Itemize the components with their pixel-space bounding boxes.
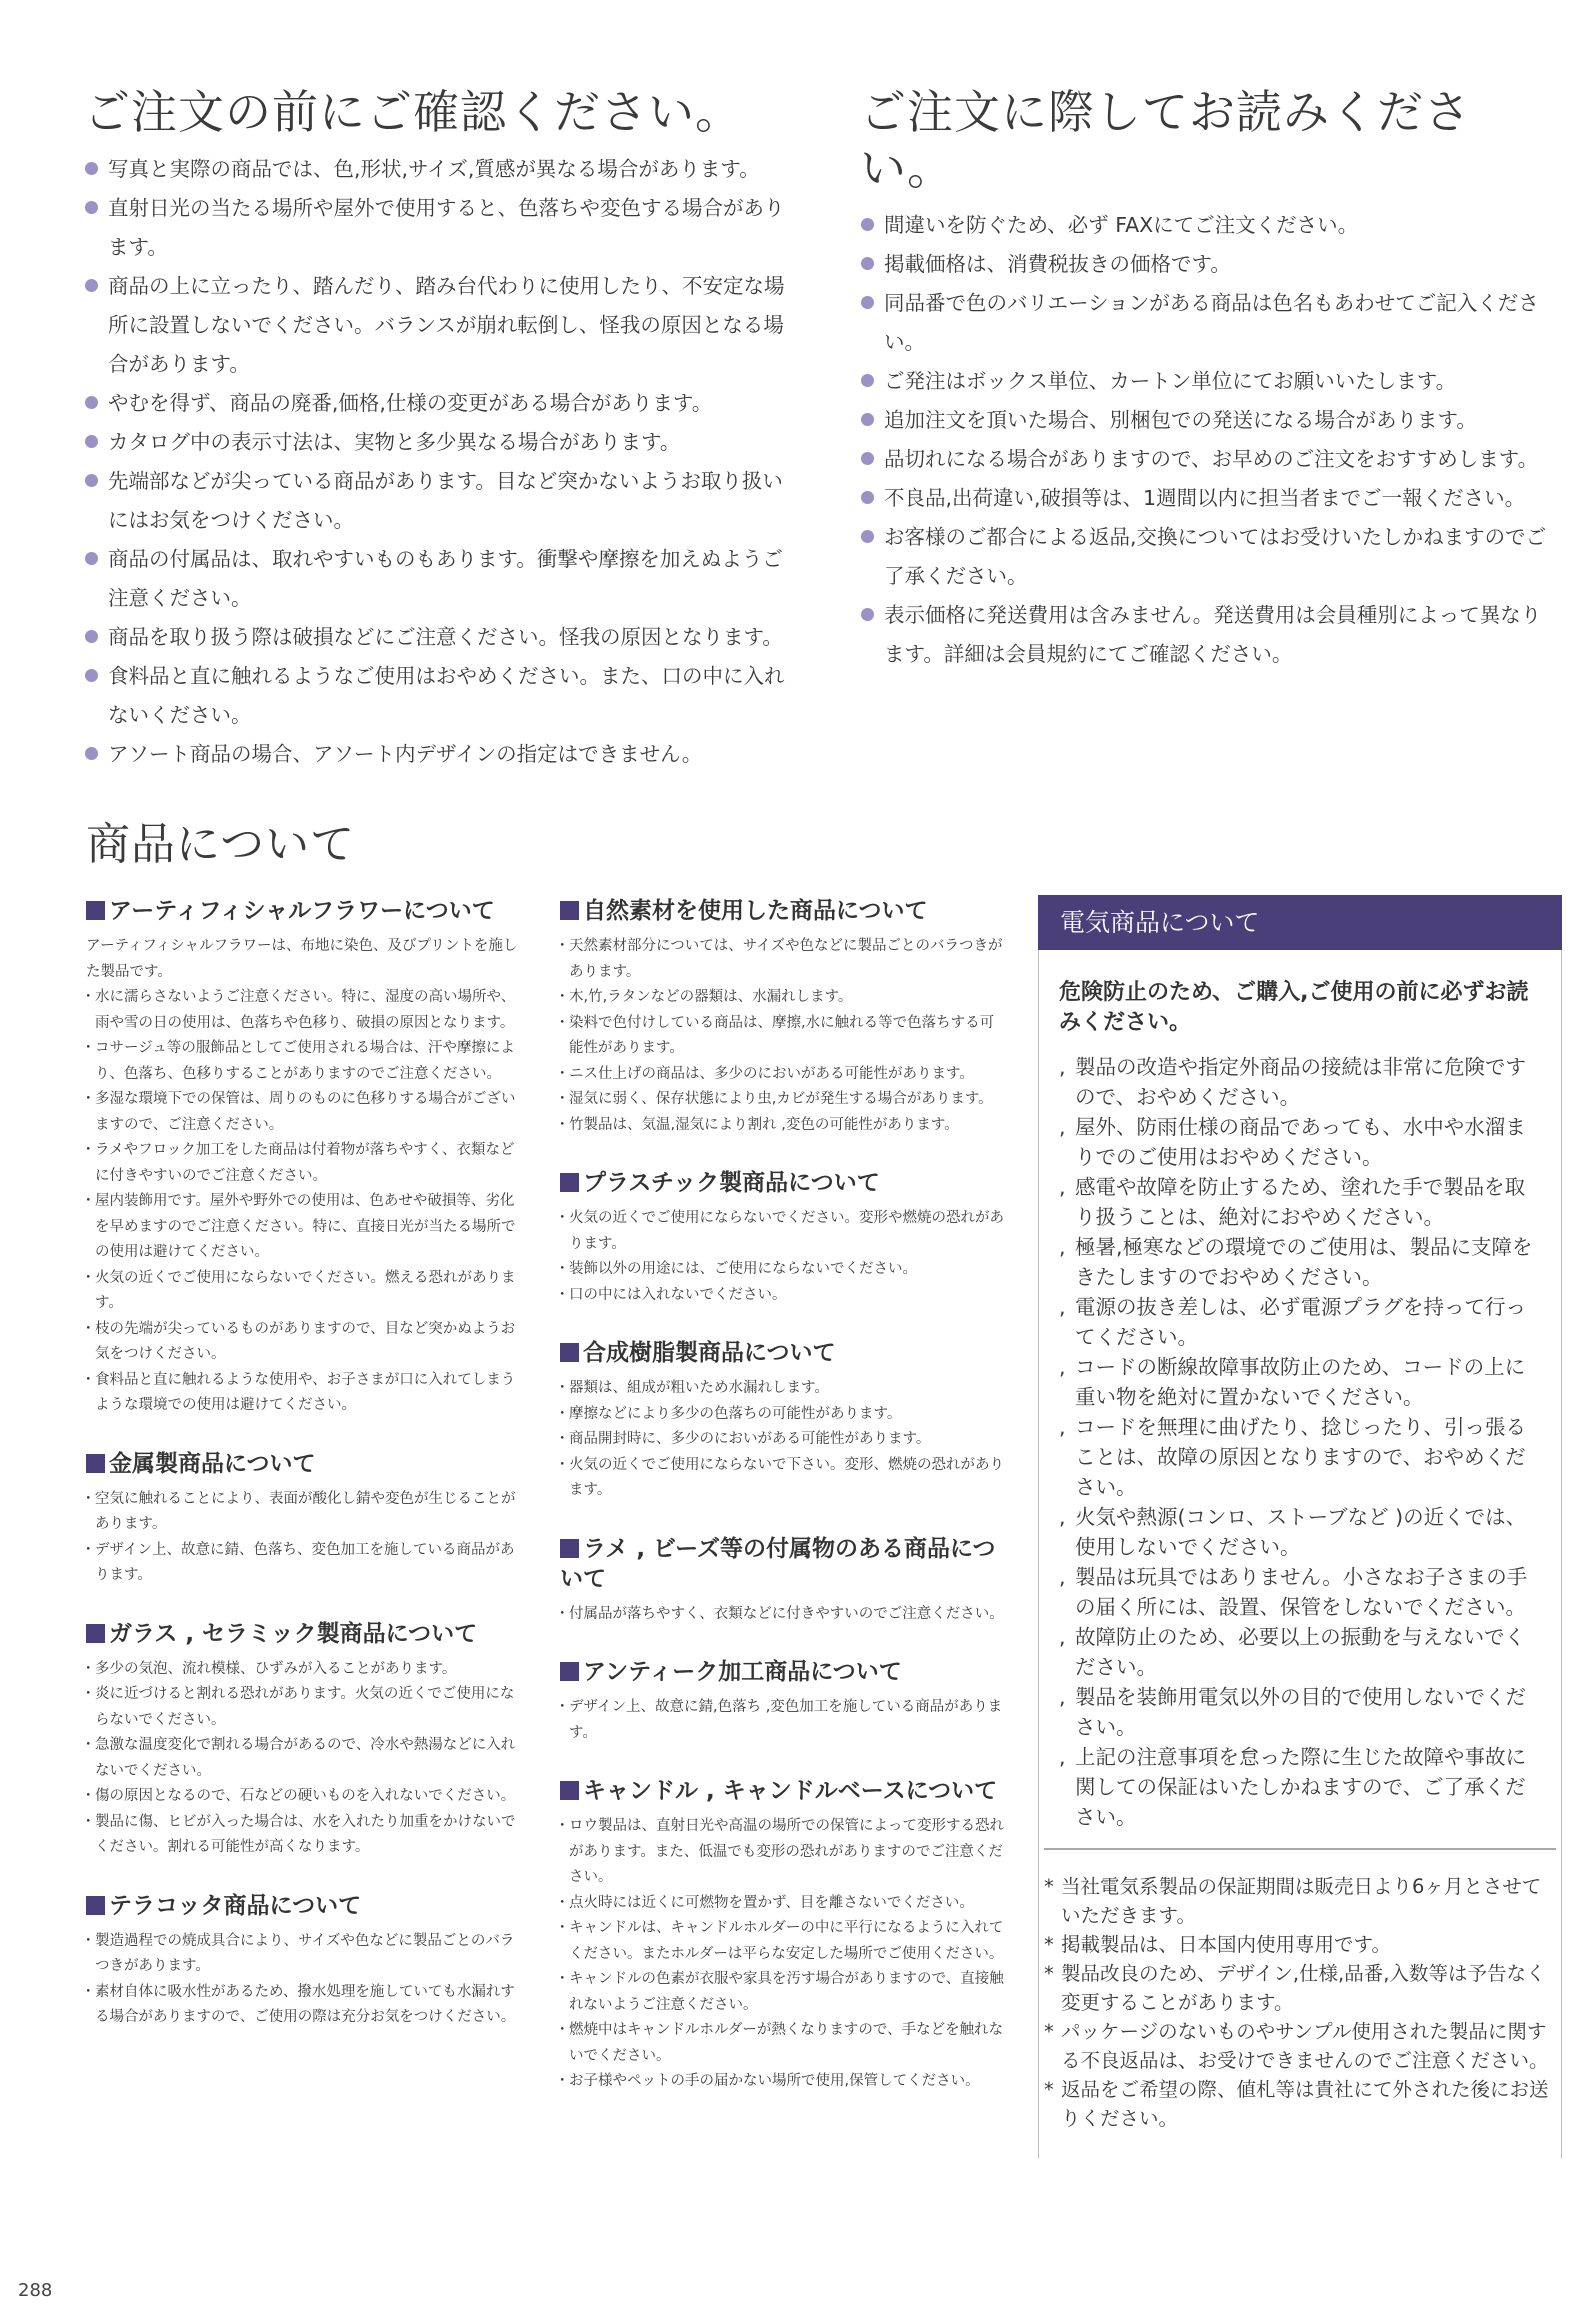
read-item: 間違いを防ぐため、必ず FAXにてご注文ください。 [860,206,1560,245]
product-note: ・ ラメやフロック加工をした商品は付着物が落ちやすく、衣類などに付きやすいのでご注意ください。 [86,1138,526,1189]
product-note: ・ 器類は、組成が粗いため水漏れします。 [560,1376,1008,1402]
product-category [560,1776,1008,2095]
product-note: ・ 天然素材部分については、サイズや色などに製品ごとのバラつきがあります。 [560,934,1008,985]
read-item: ご発注はボックス単位、カートン単位にてお願いいたします。 [860,362,1560,401]
page-number: 288 [18,2280,53,2301]
square-bullet-icon [86,901,105,920]
product-category-list [560,934,1008,1138]
electric-note: * 返品をご希望の際、値札等は貴社にて外された後にお送りください。 [1044,2075,1556,2133]
electric-warning: 危険防止のため、ご購入,ご使用の前に必ずお読みください。 [1059,980,1529,1035]
confirm-list [84,150,794,774]
product-note: ・ 多少の気泡、流れ模様、ひずみが入ることがあります。 [86,1657,526,1683]
electric-notes-list [1044,1872,1556,2133]
product-category-heading [86,1891,526,1921]
product-category-heading [86,1449,526,1479]
product-note: ・ 染料で色付けしている商品は、摩擦,水に触れる等で色落ちする可能性があります。 [560,1011,1008,1062]
product-note: ・ 付属品が落ちやすく、衣類などに付きやすいのでご注意ください。 [560,1602,1008,1628]
product-category-list [86,985,526,1419]
product-note: ・ 竹製品は、気温,湿気により割れ ,変色の可能性があります。 [560,1113,1008,1139]
product-note: ・ 点火時には近くに可燃物を置かず、目を離さないでください。 [560,1891,1008,1917]
product-note: ・ お子様やペットの手の届かない場所で使用,保管してください。 [560,2069,1008,2095]
product-category [560,896,1008,1138]
product-category-list [86,1487,526,1589]
product-note: ・ ロウ製品は、直射日光や高温の場所での保管によって変形する恐れがあります。また、低温でも変形の恐れがありますのでご注意ください。 [560,1814,1008,1891]
confirm-item: 先端部などが尖っている商品があります。目など突かないようお取り扱いにはお気をつけください。 [84,462,794,540]
square-bullet-icon [560,1539,579,1558]
read-title: ご注文に際してお読みください。 [860,85,1471,195]
product-note: ・ 火気の近くでご使用にならないでください。燃える恐れがあります。 [86,1266,526,1317]
product-note: ・ デザイン上、故意に錆,色落ち ,変色加工を施している商品があります。 [560,1695,1008,1746]
electric-item: , コードの断線故障事故防止のため、コードの上に重い物を絶対に置かないでください。 [1059,1352,1541,1412]
product-category-list [560,1602,1008,1628]
square-bullet-icon [560,901,579,920]
product-category-title: アンティーク加工商品について [583,1659,902,1685]
read-item: 掲載価格は、消費税抜きの価格です。 [860,245,1560,284]
confirm-item: やむを得ず、商品の廃番,価格,仕様の変更がある場合があります。 [84,384,794,423]
product-category-title: 自然素材を使用した商品について [583,898,928,924]
square-bullet-icon [560,1662,579,1681]
product-note: ・ 摩擦などにより多少の色落ちの可能性があります。 [560,1402,1008,1428]
product-category-title: ガラス , セラミック製商品について [109,1620,478,1647]
product-note: ・ 急激な温度変化で割れる場合があるので、冷水や熱湯などに入れないでください。 [86,1733,526,1784]
confirm-item: 直射日光の当たる場所や屋外で使用すると、色落ちや変色する場合があります。 [84,189,794,267]
confirm-item: アソート商品の場合、アソート内デザインの指定はできません。 [84,735,794,774]
electric-heading: 電気商品について [1038,895,1562,950]
product-note: ・ 装飾以外の用途には、ご使用にならないでください。 [560,1257,1008,1283]
product-note: ・ 屋内装飾用です。屋外や野外での使用は、色あせや破損等、劣化を早めますのでご注意ください。特に、直接日光が当たる場所での使用は避けてください。 [86,1189,526,1266]
confirm-item: 写真と実際の商品では、色,形状,サイズ,質感が異なる場合があります。 [84,150,794,189]
read-item: 同品番で色のバリエーションがある商品は色名もあわせてご記入ください。 [860,284,1560,362]
confirm-item: カタログ中の表示寸法は、実物と多少異なる場合があります。 [84,423,794,462]
electric-note: * 掲載製品は、日本国内使用専用です。 [1044,1930,1556,1959]
square-bullet-icon [86,1896,105,1915]
product-note: ・ 口の中には入れないでください。 [560,1283,1008,1309]
product-note: ・ キャンドルの色素が衣服や家具を汚す場合がありますので、直接触れないようご注意ください。 [560,1967,1008,2018]
electric-note: * パッケージのないものやサンプル使用された製品に関する不良返品は、お受けできませんのでご注意ください。 [1044,2017,1556,2075]
confirm-item: 商品の付属品は、取れやすいものもあります。衝撃や摩擦を加えぬようご注意ください。 [84,540,794,618]
product-category-title: ラメ , ビーズ等の付属物のある商品について [560,1535,996,1592]
product-category-list [560,1695,1008,1746]
read-section [860,84,1560,674]
electric-item: , 屋外、防雨仕様の商品であっても、水中や水溜まりでのご使用はおやめください。 [1059,1112,1541,1172]
square-bullet-icon [86,1454,105,1473]
product-category-list [86,1657,526,1861]
product-note: ・ 燃焼中はキャンドルホルダーが熱くなりますので、手などを触れないでください。 [560,2018,1008,2069]
product-note: ・ 湿気に弱く、保存状態により虫,カビが発生する場合があります。 [560,1087,1008,1113]
product-note: ・ 多湿な環境下での保管は、周りのものに色移りする場合がございますので、ご注意ください。 [86,1087,526,1138]
electric-note: * 当社電気系製品の保証期間は販売日より6ヶ月とさせていただきます。 [1044,1872,1556,1930]
read-item: 追加注文を頂いた場合、別梱包での発送になる場合があります。 [860,401,1560,440]
product-category-heading [560,1168,1008,1198]
product-category [560,1168,1008,1308]
product-category [560,1534,1008,1628]
product-category [560,1338,1008,1504]
product-note: ・ 食料品と直に触れるような使用や、お子さまが口に入れてしまうような環境での使用は避けてください。 [86,1368,526,1419]
confirm-title: ご注文の前にご確認ください。 [84,85,742,139]
electric-item: , 製品は玩具ではありません。小さなお子さまの手の届く所には、設置、保管をしないでください。 [1059,1562,1541,1622]
confirm-section [84,84,794,774]
product-note: ・ キャンドルは、キャンドルホルダーの中に平行になるように入れてください。またホルダーは平らな安定した場所でご使用ください。 [560,1916,1008,1967]
product-category-list [86,1929,526,2031]
product-category [560,1657,1008,1746]
product-note: ・ ニス仕上げの商品は、多少のにおいがある可能性があります。 [560,1062,1008,1088]
product-category-list [560,1814,1008,2095]
product-note: ・ 木,竹,ラタンなどの器類は、水漏れします。 [560,985,1008,1011]
confirm-item: 食料品と直に触れるようなご使用はおやめください。また、口の中に入れないください。 [84,657,794,735]
product-category-title: 合成樹脂製商品について [583,1340,836,1366]
products-column-2 [560,896,1008,2125]
read-item: 不良品,出荷違い,破損等は、1週間以内に担当者までご一報ください。 [860,479,1560,518]
electric-item: , 電源の抜き差しは、必ず電源プラグを持って行ってください。 [1059,1292,1541,1352]
product-note: ・ 製品に傷、ヒビが入った場合は、水を入れたり加重をかけないでください。割れる可能性が高くなります。 [86,1810,526,1861]
electric-item: , 上記の注意事項を怠った際に生じた故障や事故に関しての保証はいたしかねますので、ご了承ください。 [1059,1742,1541,1832]
product-category-heading [560,1338,1008,1368]
product-category-title: キャンドル , キャンドルベースについて [583,1778,998,1804]
product-category-title: テラコッタ商品について [109,1892,362,1919]
product-note: ・ 火気の近くでご使用にならないでください。変形や燃焼の恐れがあります。 [560,1206,1008,1257]
product-category [86,1619,526,1861]
product-category-intro: アーティフィシャルフラワーは、布地に染色、及びプリントを施した製品です。 [86,938,518,980]
product-category-list [560,1376,1008,1504]
product-category [86,1891,526,2031]
product-note: ・ 製造過程での焼成具合により、サイズや色などに製品ごとのバラつきがあります。 [86,1929,526,1980]
product-category-title: アーティフィシャルフラワーについて [109,898,495,924]
square-bullet-icon [560,1781,579,1800]
product-note: ・ コサージュ等の服飾品としてご使用される場合は、汗や摩擦により、色落ち、色移りすることがありますのでご注意ください。 [86,1036,526,1087]
product-note: ・ 商品開封時に、多少のにおいがある可能性があります。 [560,1427,1008,1453]
electric-list [1059,1052,1541,1832]
product-category-list [560,1206,1008,1308]
product-category-heading [86,1619,526,1649]
product-category-heading [560,896,1008,926]
read-item: 表示価格に発送費用は含みません。発送費用は会員種別によって異なります。詳細は会員規約にてご確認ください。 [860,596,1560,674]
product-category-title: 金属製商品について [109,1450,316,1477]
square-bullet-icon [86,1624,105,1643]
product-note: ・ 火気の近くでご使用にならないで下さい。変形、燃焼の恐れがあります。 [560,1453,1008,1504]
product-category [86,1449,526,1589]
electric-notes [1044,1848,1556,2133]
products-column-1 [86,896,526,2061]
confirm-item: 商品を取り扱う際は破損などにご注意ください。怪我の原因となります。 [84,618,794,657]
product-note: ・ 素材自体に吸水性があるため、撥水処理を施していても水漏れする場合がありますので、ご使用の際は充分お気をつけください。 [86,1980,526,2031]
product-category-title: プラスチック製商品について [583,1170,880,1196]
product-note: ・ 炎に近づけると割れる恐れがあります。火気の近くでご使用にならないでください。 [86,1682,526,1733]
square-bullet-icon [560,1173,579,1192]
read-item: 品切れになる場合がありますので、お早めのご注文をおすすめします。 [860,440,1560,479]
electric-item: , 火気や熱源(コンロ、ストーブなど )の近くでは、使用しないでください。 [1059,1502,1541,1562]
square-bullet-icon [560,1343,579,1362]
electric-item: , 製品を装飾用電気以外の目的で使用しないでください。 [1059,1682,1541,1742]
product-note: ・ デザイン上、故意に錆、色落ち、変色加工を施している商品があります。 [86,1538,526,1589]
electric-item: , 故障防止のため、必要以上の振動を与えないでください。 [1059,1622,1541,1682]
product-note: ・ 水に濡らさないようご注意ください。特に、湿度の高い場所や、雨や雪の日の使用は、色落ちや色移り、破損の原因となります。 [86,985,526,1036]
product-note: ・ 枝の先端が尖っているものがありますので、目など突かぬようお気をつけください。 [86,1317,526,1368]
electric-note: * 製品改良のため、デザイン,仕様,品番,入数等は予告なく変更することがあります。 [1044,1959,1556,2017]
electric-item: , 感電や故障を防止するため、塗れた手で製品を取り扱うことは、絶対におやめください。 [1059,1172,1541,1232]
electric-item: , 極暑,極寒などの環境でのご使用は、製品に支障をきたしますのでおやめください。 [1059,1232,1541,1292]
confirm-item: 商品の上に立ったり、踏んだり、踏み台代わりに使用したり、不安定な場所に設置しないでください。バランスが崩れ転倒し、怪我の原因となる場合があります。 [84,267,794,384]
read-list [860,206,1560,674]
product-note: ・ 空気に触れることにより、表面が酸化し錆や変色が生じることがあります。 [86,1487,526,1538]
product-category-heading [560,1776,1008,1806]
product-category [86,896,526,1419]
product-note: ・ 傷の原因となるので、石などの硬いものを入れないでください。 [86,1784,526,1810]
electric-item: , 製品の改造や指定外商品の接続は非常に危険ですので、おやめください。 [1059,1052,1541,1112]
product-category-heading [560,1534,1008,1594]
product-category-heading [86,896,526,926]
products-title: 商品について [86,819,356,870]
read-item: お客様のご都合による返品,交換についてはお受けいたしかねますのでご了承ください。 [860,518,1560,596]
electric-item: , コードを無理に曲げたり、捻じったり、引っ張ることは、故障の原因となりますので、おやめください。 [1059,1412,1541,1502]
product-category-heading [560,1657,1008,1687]
